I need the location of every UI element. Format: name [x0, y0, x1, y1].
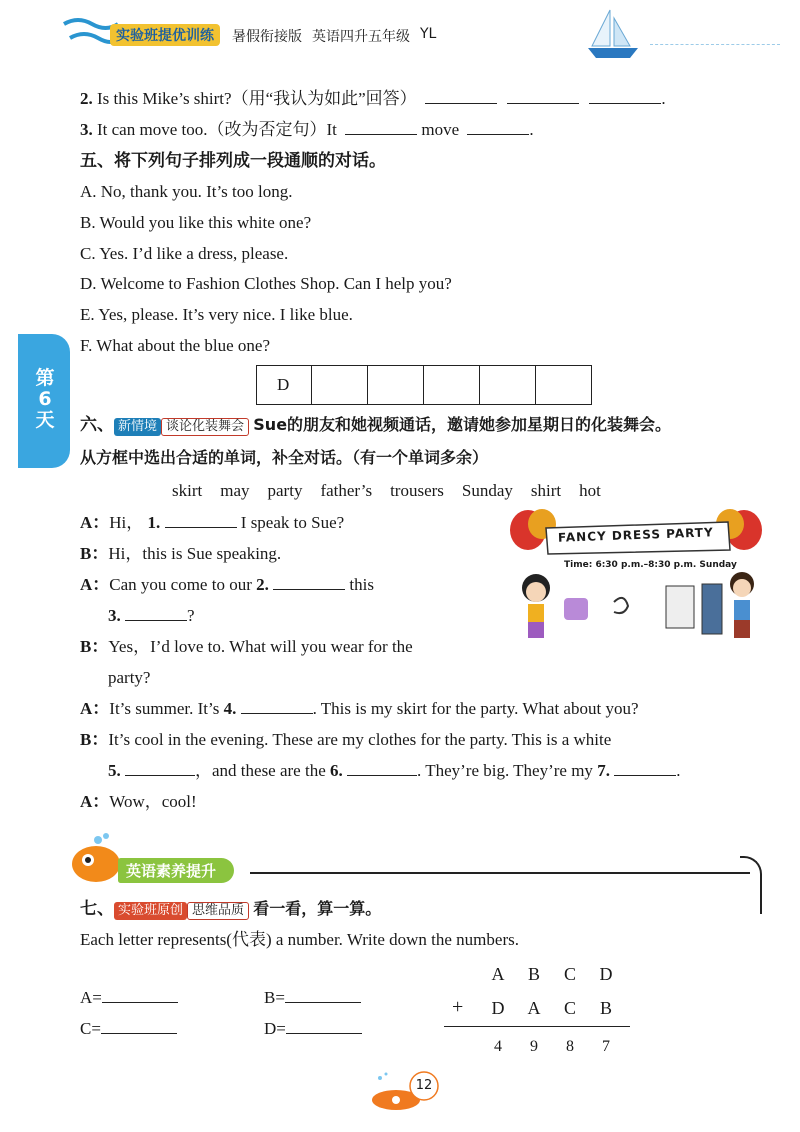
answer-blank[interactable]	[125, 761, 195, 776]
dialogue-text: party?	[108, 668, 151, 687]
dialogue-text: . This is my skirt for the party. What about you?	[312, 699, 639, 718]
puzzle-digit: A	[527, 998, 541, 1018]
dialogue-text: this	[349, 575, 374, 594]
header-rule	[650, 44, 780, 45]
answer-blank[interactable]	[165, 513, 237, 528]
option-text: No, thank you. It’s too long.	[100, 182, 293, 201]
fish-mascot-icon	[66, 830, 126, 888]
speaker-label: B：	[80, 637, 109, 656]
dialogue-text: Can you come to our	[109, 575, 252, 594]
answer-box[interactable]	[424, 366, 480, 404]
blank-number: 5.	[108, 761, 121, 780]
dialogue-text: Hi，	[109, 513, 144, 532]
puzzle-digit: 4	[494, 1038, 502, 1055]
section6-title-text: Sue的朋友和她视频通话，邀请她参加星期日的化装舞会。	[253, 415, 672, 434]
letter-label: A=	[80, 988, 102, 1007]
option-a	[80, 181, 293, 203]
option-d	[80, 273, 452, 295]
puzzle-digit: D	[491, 998, 505, 1018]
section5-title: 五、将下列句子排列成一段通顺的对话。	[80, 151, 386, 171]
answer-box[interactable]	[480, 366, 536, 404]
option-letter: E.	[80, 305, 95, 324]
dialogue-text: Hi，this is Sue speaking.	[108, 544, 282, 563]
section7-instruction: Each letter represents(代表) a number. Write down the numbers.	[80, 930, 519, 949]
section-number: 七、	[80, 899, 114, 919]
puzzle-digit: C	[563, 964, 576, 984]
answer-field-d	[264, 1018, 362, 1040]
letter-label: D=	[264, 1019, 286, 1038]
speaker-label: A：	[80, 792, 110, 811]
dialogue-text: It’s cool in the evening. These are my clothes for the party. This is a white	[108, 730, 612, 749]
word-bank-item: father’s	[320, 481, 373, 500]
section6-title-line2: 从方框中选出合适的单词，补全对话。（有一个单词多余）	[80, 448, 489, 467]
option-letter: D.	[80, 274, 97, 293]
section7-title-text: 看一看，算一算。	[253, 899, 382, 918]
option-letter: B.	[80, 213, 96, 232]
item-text: It can move too.（改为否定句）It	[97, 120, 337, 139]
word-bank-item: shirt	[530, 481, 562, 500]
day-side-tab	[18, 334, 70, 468]
section-banner-label: 英语素养提升	[118, 858, 234, 883]
q4-item-2: 2. Is this Mike’s shirt?（用“我认为如此”回答） .	[80, 89, 666, 108]
answer-box[interactable]	[312, 366, 368, 404]
answer-field-b	[264, 987, 361, 1009]
answer-blank[interactable]	[285, 988, 361, 1003]
word-bank	[172, 480, 601, 502]
word-bank-item: Sunday	[461, 481, 513, 500]
sum-rule	[444, 1026, 630, 1027]
header-brand: 实验班提优训练	[110, 24, 220, 46]
answer-blank[interactable]	[101, 1019, 177, 1034]
blank-number: 1.	[147, 513, 161, 532]
answer-blank[interactable]	[347, 761, 417, 776]
dialogue-line	[108, 667, 150, 689]
puzzle-digit: 8	[566, 1038, 574, 1055]
option-text: Yes, please. It’s very nice. I like blue.	[98, 305, 353, 324]
addend-row-1	[490, 963, 614, 985]
submarine-icon	[366, 1068, 446, 1114]
page-number: 12	[415, 1078, 433, 1093]
blank-number: 4.	[223, 699, 237, 718]
dialogue-line	[108, 760, 680, 782]
section-number: 六、	[80, 415, 114, 435]
item-text: Is this Mike’s shirt?（用“我认为如此”回答）	[97, 89, 417, 108]
dialogue-line	[108, 605, 195, 627]
addend-row-2	[490, 997, 614, 1019]
dialogue-line	[80, 543, 281, 565]
dialogue-text: Yes，I’d love to. What will you wear for the	[108, 637, 413, 656]
option-f	[80, 335, 270, 357]
word-bank-item: may	[220, 481, 250, 500]
answer-blank[interactable]	[589, 89, 661, 104]
dialogue-text: . They’re big. They’re my	[417, 761, 593, 780]
option-text: Welcome to Fashion Clothes Shop. Can I help you?	[100, 274, 452, 293]
blank-number: 7.	[597, 761, 610, 780]
speaker-label: B：	[80, 730, 109, 749]
puzzle-digit: C	[563, 998, 576, 1018]
side-tab-line3: 天	[35, 409, 55, 431]
sailboat-icon	[584, 6, 644, 62]
answer-field-a	[80, 987, 178, 1009]
side-tab-line1: 第	[35, 367, 55, 389]
party-time: Time: 6:30 p.m.–8:30 p.m. Sunday	[564, 560, 737, 570]
word-bank-item: hot	[579, 481, 601, 500]
option-text: What about the blue one?	[96, 336, 271, 355]
header-version: YL	[420, 26, 437, 42]
phone-icon	[614, 598, 628, 613]
word-bank-item: skirt	[172, 481, 203, 500]
dialogue-line	[80, 729, 611, 751]
speaker-label: A：	[80, 699, 110, 718]
header-subject: 英语四升五年级	[312, 29, 410, 45]
dialogue-line	[80, 512, 344, 534]
word-bank-item: trousers	[390, 481, 444, 500]
dialogue-text: ?	[187, 606, 195, 625]
speaker-label: A：	[80, 575, 110, 594]
thinking-quality-tag: 思维品质	[187, 902, 249, 920]
letter-label: B=	[264, 988, 285, 1007]
answer-blank[interactable]	[241, 699, 313, 714]
puzzle-digit: 9	[530, 1038, 538, 1055]
header-edition: 暑假衔接版	[232, 29, 302, 45]
option-text: Yes. I’d like a dress, please.	[99, 244, 289, 263]
party-banner-text: FANCY DRESS PARTY	[557, 525, 714, 545]
sum-row	[490, 1036, 614, 1058]
word-bank-item: party	[267, 481, 303, 500]
dialogue-text: ，and these are the	[195, 761, 326, 780]
dialogue-line	[80, 574, 374, 596]
blank-number: 3.	[108, 606, 121, 625]
new-context-tag: 新情境	[114, 418, 161, 436]
puzzle-digit: 7	[602, 1038, 610, 1055]
answer-blank[interactable]	[507, 89, 579, 104]
blank-number: 2.	[256, 575, 269, 594]
option-letter: F.	[80, 336, 93, 355]
answer-blank[interactable]	[102, 988, 178, 1003]
blank-number: 6.	[330, 761, 343, 780]
plus-sign: +	[452, 996, 464, 1018]
q4-item-3: 3. It can move too.（改为否定句）It move .	[80, 120, 534, 139]
speaker-label: B：	[80, 544, 109, 563]
skirt-icon	[564, 598, 588, 620]
side-tab-line2: 6	[38, 388, 52, 410]
option-text: Would you like this white one?	[99, 213, 312, 232]
letter-label: C=	[80, 1019, 101, 1038]
answer-box[interactable]	[368, 366, 424, 404]
shirt-icon	[666, 586, 694, 628]
item-number: 2.	[80, 89, 93, 108]
dialogue-line	[80, 791, 197, 813]
answer-blank[interactable]	[273, 575, 345, 590]
puzzle-digit: A	[491, 964, 505, 984]
section6-title	[80, 414, 671, 436]
option-letter: C.	[80, 244, 96, 263]
dialogue-line	[80, 636, 413, 658]
option-b	[80, 212, 311, 234]
section-banner-rule	[250, 872, 750, 874]
speaker-label: A：	[80, 513, 110, 532]
answer-blank[interactable]	[345, 120, 417, 135]
topic-tag: 谈论化装舞会	[161, 418, 249, 436]
section-banner-corner	[740, 856, 762, 914]
section7-title	[80, 898, 381, 920]
answer-blank[interactable]	[614, 761, 676, 776]
option-e	[80, 304, 353, 326]
item-number: 3.	[80, 120, 93, 139]
item-text: move	[421, 120, 460, 139]
answer-blank[interactable]	[467, 120, 529, 135]
option-letter: A.	[80, 182, 97, 201]
answer-field-c	[80, 1018, 177, 1040]
dialogue-text: It’s summer. It’s	[109, 699, 220, 718]
puzzle-digit: B	[527, 964, 540, 984]
answer-box[interactable]: D	[257, 366, 312, 404]
puzzle-digit: D	[599, 964, 613, 984]
answer-box[interactable]	[536, 366, 591, 404]
answer-blank[interactable]	[286, 1019, 362, 1034]
option-c	[80, 243, 288, 265]
trousers-icon	[702, 584, 722, 634]
puzzle-digit: B	[599, 998, 612, 1018]
answer-box-row	[256, 365, 592, 405]
dialogue-text: I speak to Sue?	[240, 513, 345, 532]
dialogue-text: Wow，cool!	[109, 792, 197, 811]
party-illustration	[506, 508, 768, 648]
original-tag: 实验班原创	[114, 902, 187, 920]
answer-blank[interactable]	[125, 606, 187, 621]
answer-blank[interactable]	[425, 89, 497, 104]
dialogue-text: .	[676, 761, 681, 780]
dialogue-line	[80, 698, 639, 720]
